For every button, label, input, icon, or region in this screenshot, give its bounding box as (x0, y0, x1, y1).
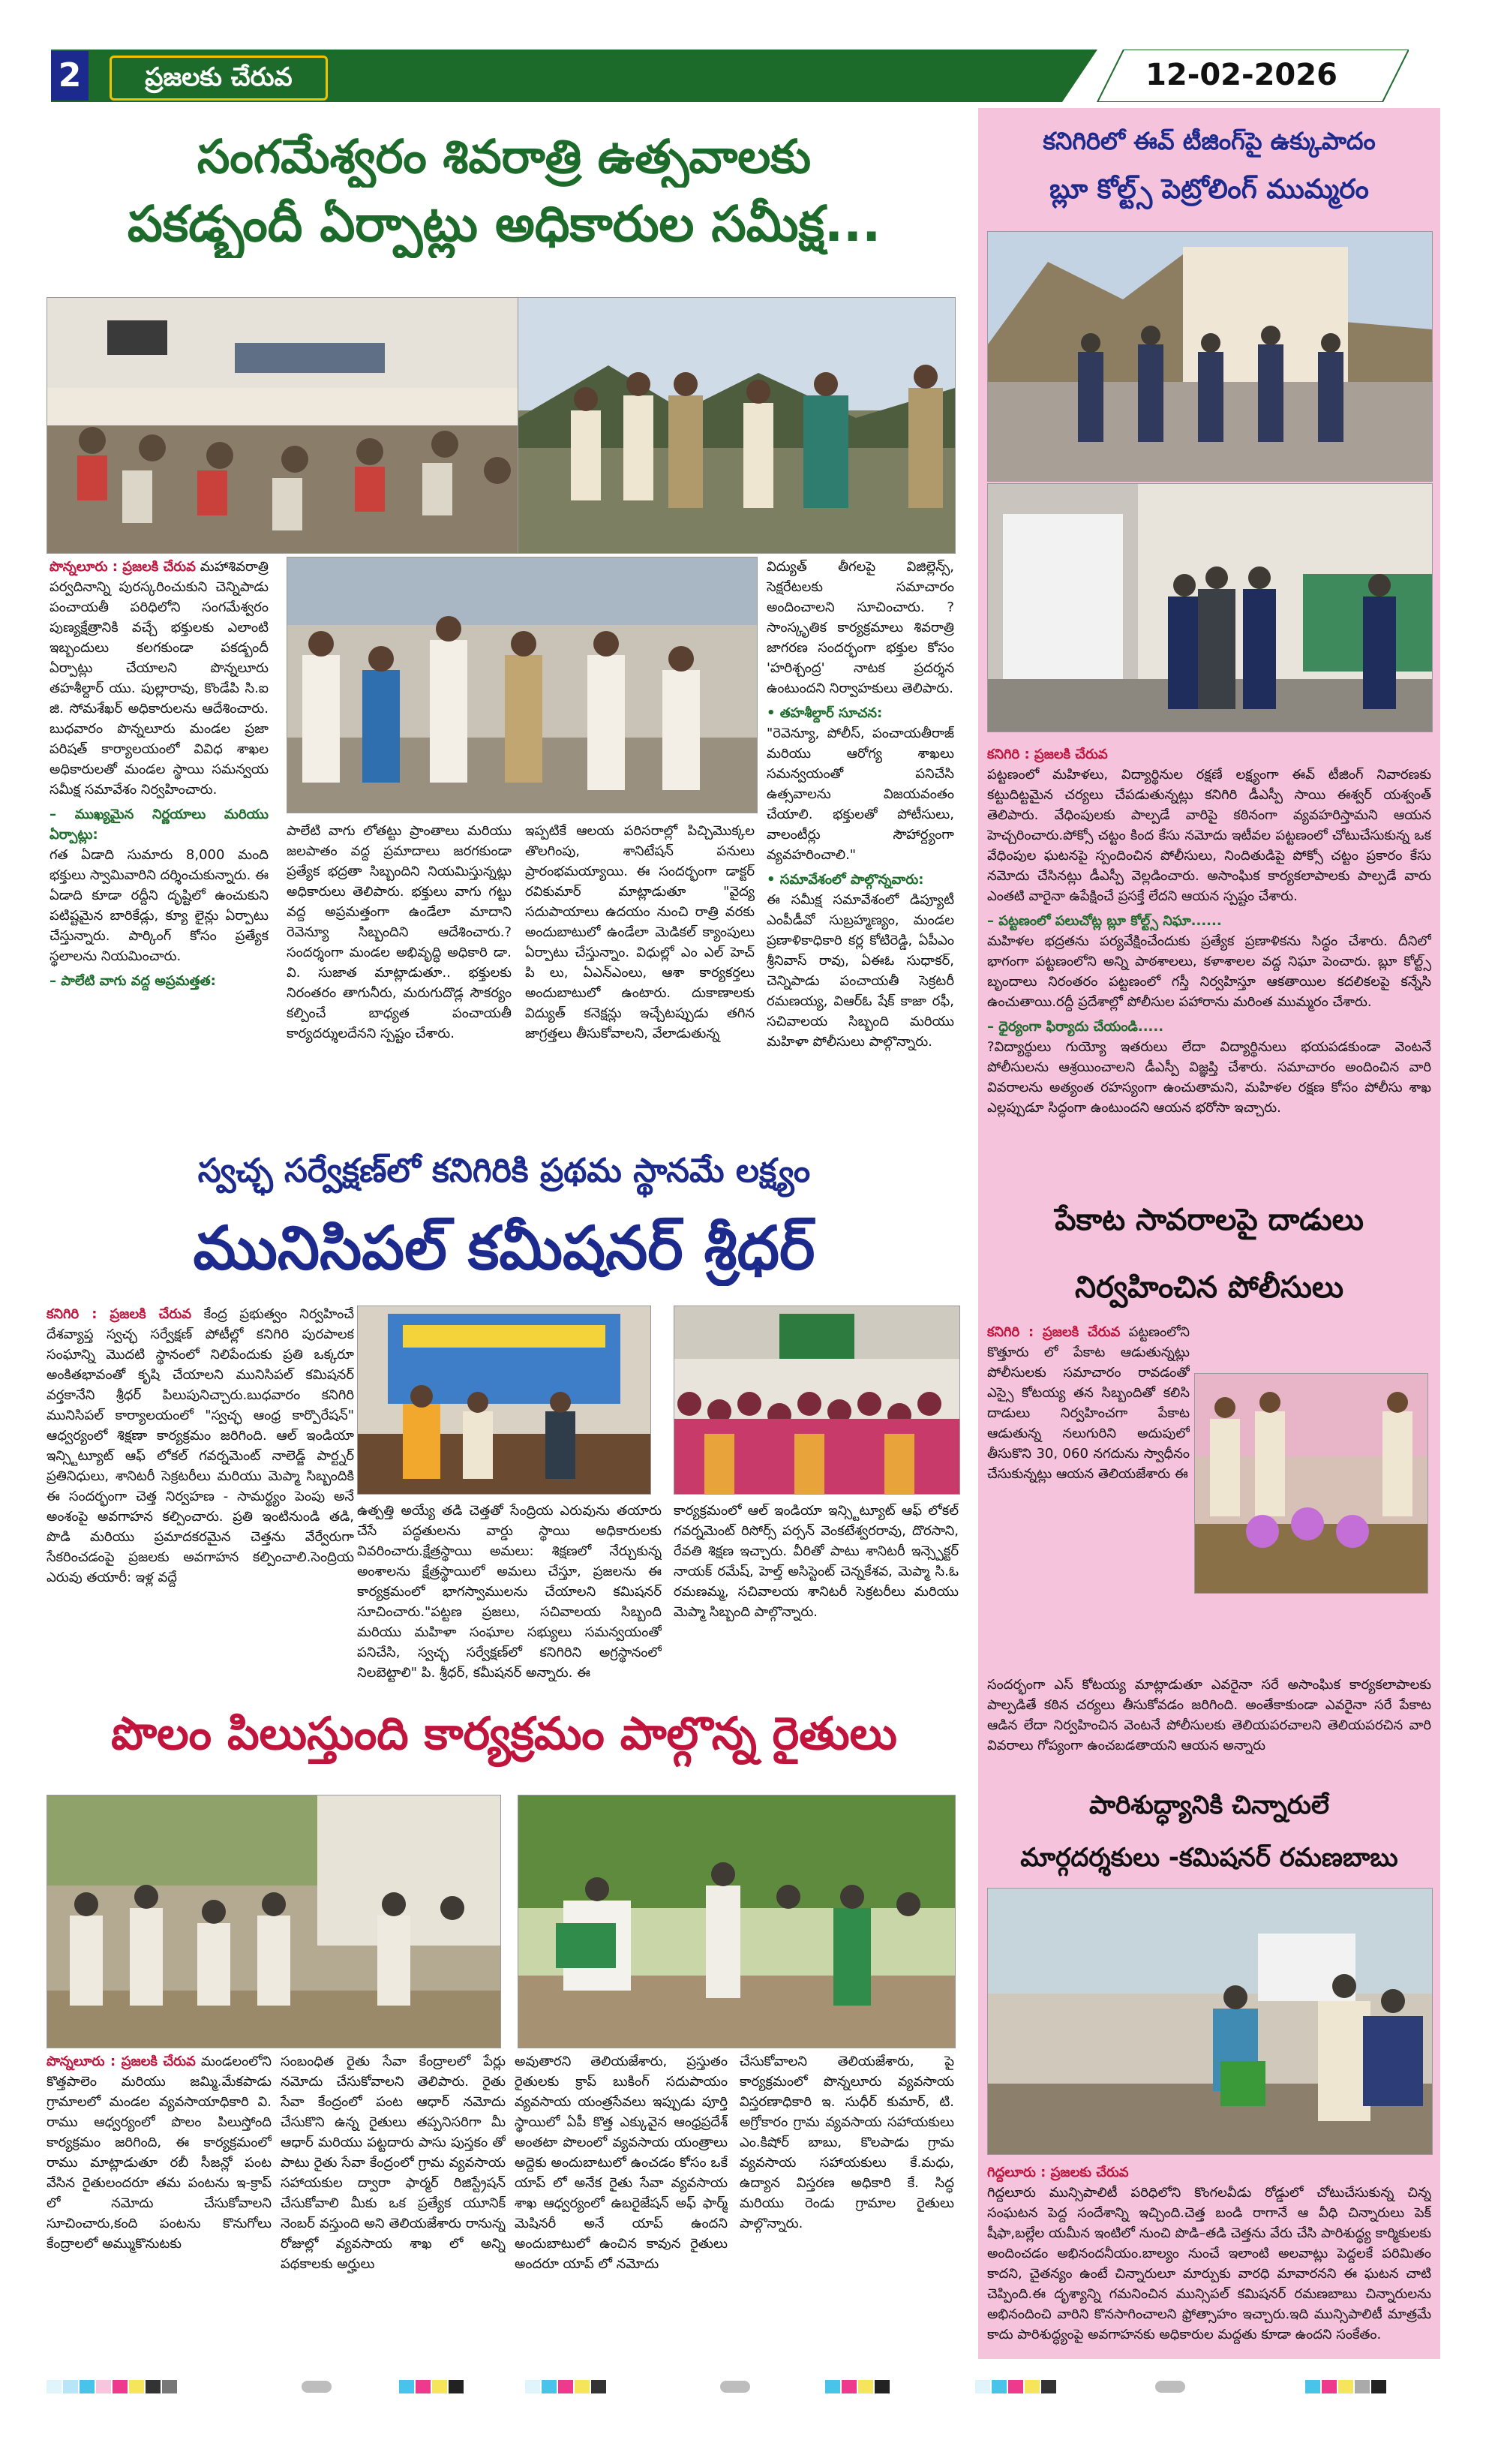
right1-headline-line2: బ్లూ కోల్ట్స్ పెట్రోలింగ్ ముమ్మరం (1049, 174, 1369, 205)
right1-dateline: కనిగిరి : ప్రజలకి చేరువ (987, 747, 1108, 762)
officials-site-visit-photo (518, 297, 956, 554)
right2-dateline: కనిగిరి : ప్రజలకి చేరువ (987, 1324, 1121, 1340)
article3-dateline: పొన్నలూరు : ప్రజలకి చేరువ (47, 2054, 196, 2069)
article3-col2: సంబంధిత రైతు సేవా కేంద్రాలలో పేర్లు నమోదు చేసుకోవాలని తెలిపారు. రైతు సేవా కేంద్రంలో పంట ఆధార్ నమోదు చేసుకొని ఉన్న రైతులు తప్పనిసరిగా మీ ఆధార్ మరియు పట్టదారు పాసు పుస్తకం తో పాటు రైతు సేవా కేంద్రంలో గ్రామ వ్యవసాయ సహాయకుల ద్వారా ఫార్మర్ రిజిస్ట్రేషన్ చేసుకోవాలి మీకు ఒక ప్రత్యేక యూనిక్ నెంబర్ వస్తుంది అని తెలియజేశారు రానున్న రోజుల్లో వ్యవసాయ శాఖ లో అన్ని పథకాలకు అర్హులు (281, 2054, 506, 2272)
right2-text-beside-body: పట్టణంలోని కొత్తూరు లో పేకాట ఆడుతున్నట్లు పోలీసులకు సమాచారం రావడంతో ఎస్సై కోటయ్య తన సిబ్బందితో కలిసి దాడులు నిర్వహించగా పేకాట ఆడుతున్న నలుగురిని అదుపులో తీసుకొని 30, 060 నగదును స్వాధీనం చేసుకున్నట్లు ఆయన తెలియజేశారు ఈ (987, 1324, 1190, 1482)
farmers-meeting-photo-2 (518, 1795, 956, 2048)
right3-body (987, 2162, 1431, 2354)
article1-col4 (767, 557, 954, 1073)
right1-p2: మహిళల భద్రతను పర్యవేక్షించేందుకు ప్రత్యేక ప్రణాళికను సిద్ధం చేశారు. దీనిలో భాగంగా పట్టణంలోని అన్ని పాఠశాలలు, కళాశాలల వద్ద నిఘా పెంచారు. బ్లూ కోల్ట్స్ బృందాలు నిరంతరం పట్టణంలో గస్తీ నిర్వహిస్తూ ఆకతాయిల కదలికలపై కన్నేసి ఉంచుతాయి.రద్దీ ప్రదేశాల్లో పోలీసుల పహారాను మరింత ముమ్మరం చేశారు. (987, 933, 1431, 1010)
registration-bars-mid (525, 2378, 945, 2395)
gambling-raid-photo (1194, 1373, 1428, 1594)
article1-col4-p2: "రెవెన్యూ, పోలీస్, పంచాయతీరాజ్ మరియు ఆరోగ్య శాఖలు సమన్వయంతో పనిచేసి ఉత్సవాలను విజయవంతం చేయాలి. భక్తులతో పోటీసులు, వాలంటీర్లు సౌహార్ద్యంగా వ్యవహరించాలి." (767, 726, 954, 863)
right1-headline-line1: కనిగిరిలో ఈవ్ టీజింగ్‌పై ఉక్కుపాదం (1043, 127, 1376, 155)
article2-col-left (47, 1304, 354, 1693)
article2-body-mid: ఉత్పత్తి అయ్యే తడి చెత్తతో సేంద్రియ ఎరువును తయారు చేసే పద్ధతులను వార్డు స్థాయి అధికారులకు వివరించారు.క్షేత్రస్థాయి అమలు: శిక్షణలో నేర్చుకున్న అంశాలను క్షేత్రస్థాయిలో అమలు చేస్తూ, ప్రజలను ఈ కార్యక్రమంలో భాగస్వాములను చేయాలని కమిషనర్ సూచించారు."పట్టణ ప్రజలు, సచివాలయ సిబ్బంది మరియు మహిళా సంఘాల సభ్యులు సమన్వయంతో పనిచేసి, స్వచ్ఛ సర్వేక్షణ్‌లో కనిగిరిని అగ్రస్థానంలో నిలబెట్టాలి" పి. శ్రీధర్, కమీషనర్ అన్నారు. ఈ (357, 1503, 662, 1681)
article1-col1-p1: మహాశివరాత్రి పర్వదినాన్ని పురస్కరించుకుని చెన్నిపాడు పంచాయతీ పరిధిలోని సంగమేశ్వరం పుణ్యక్షేత్రానికి వచ్చే భక్తులకు ఎలాంటి ఇబ్బందులు కలగకుండా పకడ్బందీ ఏర్పాట్లు చేయాలని పొన్నలూరు తహశీల్దార్ యు. పుల్లారావు, కొండేపి సి.ఐ జి. సోమశేఖర్ అధికారులను ఆదేశించారు. బుధవారం పొన్నలూరు మండల ప్రజా పరిషత్ కార్యాలయంలో వివిధ శాఖల అధికారులతో మండల స్థాయి సమన్వయ సమీక్ష సమావేశం నిర్వహించారు. (50, 559, 269, 798)
right2-headline-line1: పేకాట సావరాలపై దాడులు (1055, 1203, 1364, 1237)
right3-dateline: గిద్దలూరు : ప్రజలకు చేరువ (987, 2165, 1129, 2180)
article1-col4-p1: విద్యుత్ తీగలపై విజిల్లెన్స్, సెక్షరేటలకు సమాచారం అందించాలని సూచించారు. ?సాంస్కృతిక కార్యక్రమాలు శివరాత్రి జాగరణ సందర్భంగా భక్తుల కోసం 'హరిశ్చంద్ర' నాటక ప్రదర్శన ఉంటుందని నిర్వాహకులు తెలిపారు. (767, 559, 954, 696)
farmers-meeting-photo-1 (47, 1795, 501, 2048)
right2-text-beside (987, 1322, 1190, 1667)
right1-body (987, 744, 1431, 1170)
right3-body-text: గిద్దలూరు మున్సిపాలిటీ పరిధిలోని కొంగలవీడు రోడ్డులో చోటుచేసుకున్న చిన్న సంఘటన పెద్ద సందేశాన్ని ఇచ్చింది.చెత్త బండి రాగానే ఆ వీధి చిన్నారులు పెక్ షీఫా,బల్లేల యమీన ఇంటిలో నుంచి పొడి–తడి చెత్తను వేరు చేసి పారిశుద్ధ్య కార్మికులకు అందించడం అభినందనీయం.బాల్యం నుంచే ఇలాంటి అలవాట్లు పెద్దలకే పరిమితం కాదని, చైతన్యం ఉంటే చిన్నారులూ మార్పుకు వారధి మావారనని ఈ ఘటన చాటి చెప్పింది.ఈ దృశ్యాన్ని గమనించిన మున్సిపల్ కమిషనర్ రమణబాబు చిన్నారులను అభినందించి వారిని కొనసాగించాలని ఫ్రోత్సాహం ఇచ్చారు.ఇది మున్సిపాలిటీ మాత్రమే కాదు పారిశుద్ధ్యంపై అవగాహనకు అధికారుల మద్దతు కూడా ఉందని సంకేతం. (987, 2185, 1431, 2342)
article1-col1-sub2: – పాలేటి వాగు వద్ద అప్రమత్తత: (50, 973, 216, 989)
article1-col3: ఇప్పటికే ఆలయ పరిసరాల్లో పిచ్చిమొక్కల తొలగింపు, శానిటేషన్ పనులు ప్రారంభమయ్యాయి. ఈ సందర్భంగా డాక్టర్ రవికుమార్ మాట్లాడుతూ "వైద్య సదుపాయాలు ఉదయం నుంచి రాత్రి వరకు అందుబాటులో ఉండేలా మెడికల్ క్యాంపులు ఏర్పాటు చేస్తున్నాం. విధుల్లో ఎం ఎల్ హెచ్ పి లు, ఏఎన్ఎంలు, ఆశా కార్యకర్తలు అందుబాటులో ఉంటారు. దుకాణాలకు విద్యుత్ కనెక్షన్లు ఇచ్చేటప్పుడు తగిన జాగ్రత్తలు తీసుకోవాలని, వేలాడుతున్న (525, 823, 755, 1041)
article2-body-left: కేంద్ర ప్రభుత్వం నిర్వహించే దేశవ్యాప్త స్వచ్ఛ సర్వేక్షణ్ పోటీల్లో కనిగిరి పురపాలక సంఘాన్ని మొదటి స్థానంలో నిలిపేందుకు ప్రతి ఒక్కరూ అంకితభావంతో కృషి చేయాలని మునిసిపల్ కమిషనర్ వర్తకానేని శ్రీధర్ పిలుపునిచ్చారు.బుధవారం కనిగిరి మునిసిపల్ కార్యాలయంలో "స్వచ్ఛ ఆంధ్ర కార్పొరేషన్" ఆధ్వర్యంలో శిక్షణా కార్యక్రమం జరిగింది. ఆల్ ఇండియా ఇన్స్టిట్యూట్ ఆఫ్ లోకల్ గవర్నమెంట్ నాలెడ్జ్ పార్ట్నర్ ప్రతినిధులు, శానిటరీ సెక్రటరీలు మరియు మెప్మా సిబ్బందికి ఈ సందర్భంగా చెత్త నిర్వహణ - సామర్థ్యం పెంపు అనే అంశంపై అవగాహన కల్పించారు. ప్రతి ఇంటినుండి తడి, పొడి మరియు ప్రమాదకరమైన చెత్తను వేర్వేరుగా సేకరించడంపై ప్రజలకు అవగాహన కల్పించాలి.సెంద్రియ ఎరువు తయారీ: ఇళ్ల వద్దే (47, 1306, 354, 1585)
training-stage-photo (357, 1306, 651, 1495)
article1-col4-p3: ఈ సమీక్ష సమావేశంలో డిప్యూటీ ఎంపీడీవో సుబ్రహ్మణ్యం, మండల ప్రణాళికాధికారి కర్ల కోటిరెడ్డి, ఏపీఎం శ్రీనివాస్ రావు, ఏఈఓ సుధాకర్, చెన్నిపాడు పంచాయతీ సెక్రటరీ రమణయ్య, విఆర్ఓ షేక్ కాజా రఫీ, సచివాలయ సిబ్బంది మరియు మహిళా పోలీసులు పాల్గొన్నారు. (767, 892, 954, 1050)
training-audience-photo (674, 1306, 960, 1495)
blue-colts-patrol-photo-1 (987, 231, 1433, 482)
article3-col4: చేసుకోవాలని తెలియజేశారు, పై కార్యక్రమంలో పొన్నలూరు వ్యవసాయ విస్తరణాధికారి ఇ. సుధీర్ కుమార్, టి. అగ్రోకారం గ్రామ వ్యవసాయ సహాయకులు ఎం.కిషోర్ బాబు, కొలపాడు గ్రామ వ్యవసాయ సహాయకులు కే.మధు, ఉద్యాన విస్తరణ అధికారి కే. సిద్ధ మరియు రెండు గ్రామాల రైతులు పాల్గొన్నారు. (740, 2054, 954, 2231)
article1-col2: పాలేటి వాగు లోతట్టు ప్రాంతాలు మరియు జలపాతం వద్ద ప్రమాదాలు జరగకుండా ప్రత్యేక భద్రతా సిబ్బందిని నియమిస్తున్నట్లు అధికారులు తెలిపారు. భక్తులు వాగు గట్టు వద్ద అప్రమత్తంగా ఉండేలా మాదాని రెవెన్యూ సిబ్బందిని ఆదేశించారు.? సందర్శంగా మండల అభివృద్ధి అధికారి డా. వి. సుజాత మాట్లాడుతూ.. భక్తులకు నిరంతరం తాగునీరు, మరుగుదొడ్ల సౌకర్యం కల్పించే బాధ్యత పంచాయతీ కార్యదర్శులదేనని స్పష్టం చేశారు. (287, 823, 512, 1041)
officials-temple-photo (287, 557, 758, 813)
blue-colts-patrol-photo-2 (987, 483, 1433, 732)
article1-col1-sub1: – ముఖ్యమైన నిర్ణయాలు మరియు ఏర్పాట్లు: (50, 807, 269, 843)
article2-headline-small: స్వచ్ఛ సర్వేక్షణ్‌లో కనిగిరికి ప్రథమ స్థానమే లక్ష్యం (197, 1152, 811, 1190)
article1-col4-sub1: • తహశీల్దార్ సూచన: (767, 705, 883, 721)
page-date: 12-02-2026 (1145, 58, 1337, 92)
article3-headline: పొలం పిలుస్తుంది కార్యక్రమం పాల్గొన్న రైతులు (111, 1708, 897, 1760)
right1-sub2: – ధైర్యంగా ఫిర్యాదు చేయండి..... (987, 1019, 1164, 1035)
meeting-hall-photo (47, 297, 530, 554)
article1-headline-line1: సంగమేశ్వరం శివరాత్రి ఉత్సవాలకు (197, 129, 812, 184)
right1-p3: ?విద్యార్థులు గుయ్యో ఇతరులు లేదా విద్యార్థినులు భయపడకుండా వెంటనే పోలీసులను ఆశ్రయించాలని డీఎస్పీ విజ్ఞప్తి చేశారు. సమాచారం అందించిన వారి వివరాలను అత్యంత రహస్యంగా ఉంచుతామని, మహిళల రక్షణ కోసం పోలీసు శాఖ ఎల్లప్పుడూ సిద్ధంగా ఉంటుందని ఆయన భరోసా ఇచ్చారు. (987, 1039, 1431, 1116)
children-cleanliness-photo (987, 1888, 1433, 2155)
article2-dateline: కనిగిరి : ప్రజలకి చేరువ (47, 1306, 192, 1322)
article1-col1-p2: గత ఏడాది సుమారు 8,000 మంది భక్తులు స్వామివారిని దర్శించుకున్నారు. ఈ ఏడాది కూడా రద్దీని దృష్టిలో ఉంచుకుని పటిష్టమైన బారికేడ్లు, క్యూ లైన్లు ఏర్పాటు చేస్తున్నారు. పార్కింగ్ కోసం ప్రత్యేక స్థలాలను నియమించారు. (50, 847, 269, 964)
page-number: 2 (51, 51, 89, 101)
right2-text-below: సందర్భంగా ఎస్ కోటయ్య మాట్లాడుతూ ఎవరైనా సరే అసాంఘిక కార్యకలాపాలకు పాల్పడితే కఠిన చర్యలు తీసుకోవడం జరిగింది. అంతేకాకుండా ఎవరైనా సరే పేకాట ఆడిన లేదా నిర్వహించిన వెంటనే పోలీసులకు తెలియపరచాలని తెలియపరచిన వారి వివరాలు గోప్యంగా ఉంచబడతాయని ఆయన అన్నారు (987, 1677, 1431, 1753)
article1-headline-line2: పకడ్బందీ ఏర్పాట్లు అధికారుల సమీక్ష... (127, 195, 881, 253)
article1-col1 (50, 557, 269, 1073)
right3-headline-line1: పారిశుద్ధ్యానికి చిన్నారులే (1089, 1790, 1329, 1820)
article2-body-right: కార్యక్రమంలో ఆల్ ఇండియా ఇన్స్టిట్యూట్ ఆఫ్ లోకల్ గవర్నమెంట్ రిసోర్స్ పర్సన్ వెంకటేశ్వరరావు, దొరసాని, రేవతి శిక్షణ ఇచ్చారు. వీరితో పాటు శానిటరీ ఇన్స్పెక్టర్ నాయక్ రమేష్, హెల్త్ అసిస్టెంట్ చెన్నకేశవ, మెప్మా సి.ఓ రమణమ్మ, సచివాలయ శానిటరీ సెక్రటరీలు మరియు మెప్మా సిబ్బంది పాల్గొన్నారు. (674, 1503, 959, 1620)
right3-headline-line2: మార్గదర్శకులు -కమిషనర్ రమణబాబు (1020, 1843, 1398, 1873)
right1-sub1: – పట్టణంలో పలుచోట్ల బ్లూ కోల్ట్స్ నిఘా...... (987, 913, 1222, 929)
article2-headline-big: మునిసిపల్ కమీషనర్ శ్రీధర్ (193, 1213, 815, 1283)
article3-col3: అవుతారని తెలియజేశారు, ప్రస్తుతం రైతులకు క్రాప్ బుకింగ్ సదుపాయం వ్యవసాయ యంత్రసేవలు ఇప్పుడు పూర్తి స్థాయిలో ఏపీ కొత్త ఎక్కువైన ఆంధ్రప్రదేశ్ అంతటా పొలంలో వ్యవసాయ యంత్రాలు అద్దెకు అందుబాటులో ఉంచడం కోసం ఒకే యాప్ లో అనేక రైతు సేవా వ్యవసాయ శాఖ ఆధ్వర్యంలో ఉబరైజేషన్ అఫ్ ఫార్మ్ మెషినరీ అనే యాప్ ఉందని అందుబాటులో ఉంచిన కావున రైతులు అందరూ యాప్ లో నమోదు (515, 2054, 728, 2272)
masthead: ప్రజలకు చేరువ (110, 56, 328, 101)
article1-dateline: పొన్నలూరు : ప్రజలకి చేరువ (50, 559, 196, 575)
article1-col4-sub2: • సమావేశంలో పాల్గొన్నవారు: (767, 872, 924, 888)
registration-bars-right (975, 2378, 1440, 2395)
article3-col1-text: మండలంలోని కొత్తపాలెం మరియు జమ్మి.మేకపాడు గ్రామాలలో మండల వ్యవసాయాధికారి వి. రాము ఆధ్వర్యంలో పొలం పిలుస్తోంది కార్యక్రమం జరిగింది, ఈ కార్యక్రమంలో రాము మాట్లాడుతూ రబీ సీజన్లో పంట వేసిన రైతులందరూ తమ పంటను ఇ-క్రాప్ లో నమోదు చేసుకోవాలని సూచించారు,కంది పంటను కొనుగోలు కేంద్రాలలో అమ్ముకొనుటకు (47, 2054, 272, 2252)
right2-headline-line2: నిర్వహించిన పోలీసులు (1074, 1270, 1344, 1305)
registration-bars-left (47, 2378, 467, 2395)
article3-col1 (47, 2051, 272, 2360)
right1-p1: పట్టణంలో మహిళలు, విద్యార్థినుల రక్షణే లక్ష్యంగా ఈవ్ టీజింగ్ నివారణకు కట్టుదిట్టమైన చర్యలు చేపడుతున్నట్లు కనిగిరి డీఎస్పీ సాయి ఈశ్వర్ యశ్వంత్ తెలిపారు. వేధింపులకు పాల్పడే వారిపై కఠినంగా వ్యవహరిస్తామని ఆయన హెచ్చరించారు.పోక్సో చట్టం కింద కేసు నమోదు ఇటీవల పట్టణంలో చోటుచేసుకున్న ఒక వేధింపుల ఘటనపై స్పందించిన పోలీసులు, నిందితుడిపై పోక్సో చట్టం ప్రకారం కేసు నమోదు చేసినట్లు డీఎస్పీ వెల్లడించారు. అసాంఘిక కార్యకలాపాలకు పాల్పడే వారు ఎంతటి వారైనా ఉపేక్షించే ప్రసక్తే లేదని ఆయన స్పష్టం చేశారు. (987, 767, 1431, 904)
